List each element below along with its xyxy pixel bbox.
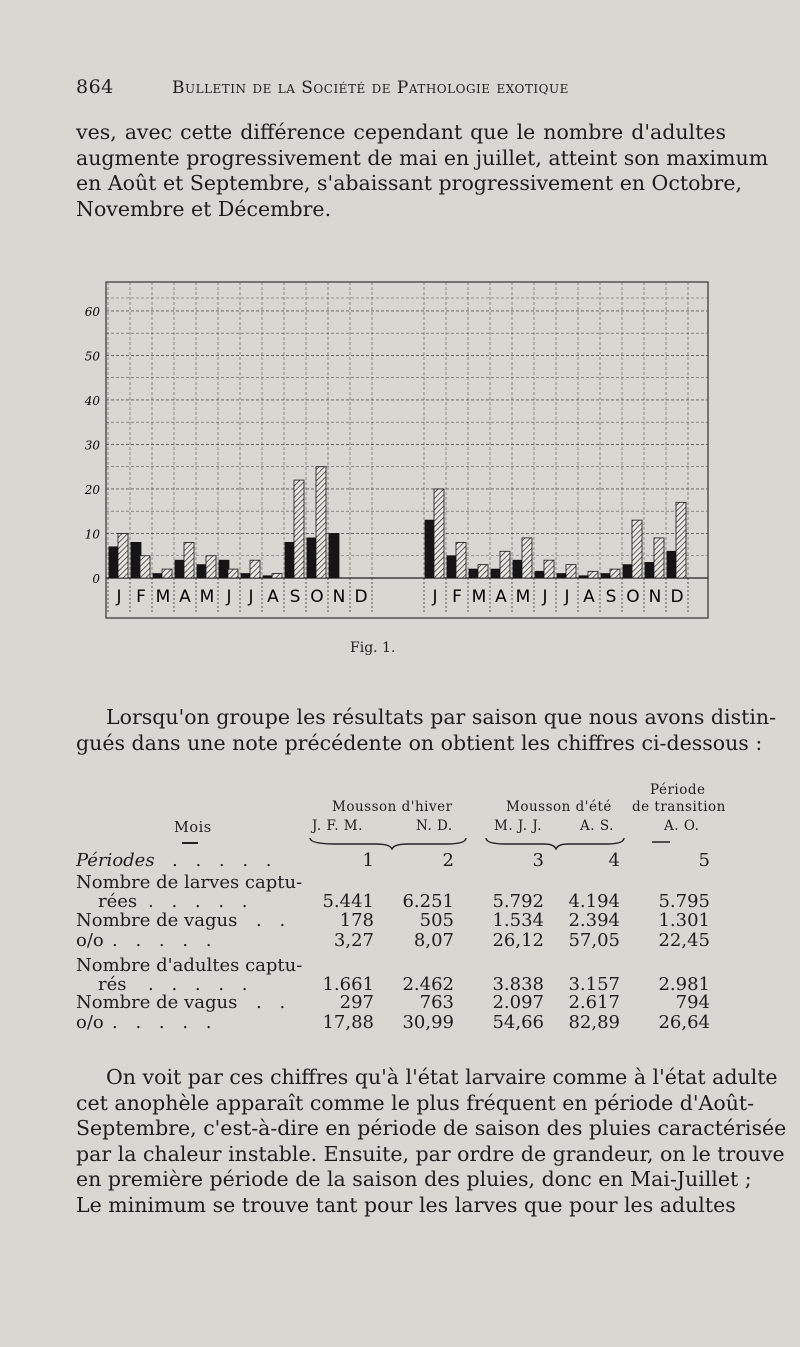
row-label: o/o	[76, 1012, 104, 1033]
table-cell: 4.194	[568, 891, 620, 912]
table-cell: 82,89	[568, 1012, 620, 1033]
table-cell: 794	[675, 992, 710, 1013]
col-header-nd: N. D.	[416, 818, 453, 834]
row-label: Nombre de larves captu-	[76, 872, 303, 893]
bar-hatched	[566, 565, 576, 578]
row-label-continuation: rées	[98, 891, 138, 912]
bar-solid	[513, 560, 523, 578]
x-tick-label: A	[179, 587, 191, 607]
x-tick-label: J	[248, 587, 254, 607]
table-cell: 2.097	[492, 992, 544, 1013]
leader-dots: . . . . .	[148, 891, 254, 912]
row-label: Nombre de vagus	[76, 992, 238, 1013]
table-cell: 3.838	[492, 974, 544, 995]
bar-solid	[469, 569, 479, 578]
table-cell: 30,99	[402, 1012, 454, 1033]
row-label: Périodes	[76, 850, 155, 871]
table-cell: 3,27	[333, 930, 374, 951]
row-label: Nombre de vagus	[76, 910, 238, 931]
table-cell: 17,88	[322, 1012, 374, 1033]
bar-solid	[645, 562, 655, 578]
x-tick-label: A	[495, 587, 507, 607]
y-tick-label: 10	[84, 527, 100, 542]
bar-hatched	[632, 520, 642, 578]
table-cell: 2	[442, 850, 454, 871]
seasonal-results-table	[76, 780, 736, 1040]
bar-hatched	[184, 542, 194, 578]
leader-dots: . . . . .	[148, 974, 254, 995]
x-tick-label: J	[564, 587, 570, 607]
table-cell: 2.462	[402, 974, 454, 995]
y-axis-ticks	[84, 305, 101, 586]
x-tick-label: J	[542, 587, 548, 607]
x-tick-label: N	[648, 587, 662, 607]
x-tick-label: M	[471, 587, 487, 607]
table-cell: 26,64	[658, 1012, 710, 1033]
x-tick-label: S	[605, 587, 617, 607]
bar-hatched	[316, 467, 326, 578]
text-line: gués dans une note précédente on obtient les chiffres ci-dessous :	[76, 730, 763, 755]
y-tick-label: 50	[84, 349, 100, 364]
table-cell: 505	[419, 910, 454, 931]
text-line: en première période de la saison des pluies, donc en Mai-Juillet ;	[76, 1167, 752, 1191]
col-header-as: A. S.	[580, 818, 614, 834]
table-cell: 2.617	[568, 992, 620, 1013]
bar-hatched	[250, 560, 260, 578]
table-cell: 297	[339, 992, 374, 1013]
text-line: On voit par ces chiffres qu'à l'état larvaire comme à l'état adulte	[106, 1065, 778, 1089]
text-line: ves, avec cette différence cependant que le nombre d'adultes	[76, 120, 726, 144]
leader-dots: . .	[256, 910, 292, 931]
table-cell: 2.981	[658, 974, 710, 995]
journal-title: Bulletin de la Société de Pathologie exotique	[172, 78, 569, 98]
bar-hatched	[206, 556, 216, 578]
text-line: Novembre et Décembre.	[76, 196, 332, 221]
paragraph-conclusion	[76, 1065, 787, 1218]
table-cell: 5.795	[658, 891, 710, 912]
text-line: Le minimum se trouve tant pour les larves que pour les adultes	[76, 1192, 736, 1217]
bar-hatched	[456, 542, 466, 578]
table-cell: 26,12	[492, 930, 544, 951]
column-braces	[306, 836, 696, 850]
leader-dots: . .	[256, 992, 292, 1013]
leader-dots: . . . . .	[112, 1012, 218, 1033]
text-line: Lorsqu'on groupe les résultats par saison que nous avons distin-	[106, 705, 777, 729]
bar-hatched	[140, 556, 150, 578]
x-tick-label: N	[332, 587, 346, 607]
col-header-jfm: J. F. M.	[312, 818, 363, 834]
col-header-mois: Mois	[174, 820, 212, 836]
bar-solid	[601, 574, 611, 578]
bar-hatched	[610, 569, 620, 578]
x-tick-label: D	[354, 587, 368, 607]
table-cell: 5.441	[322, 891, 374, 912]
bar-solid	[535, 571, 545, 578]
chart-grid	[106, 282, 708, 618]
group-header-summer-monsoon: Mousson d'été	[506, 799, 612, 815]
table-cell: 2.394	[568, 910, 620, 931]
bar-solid	[447, 556, 457, 578]
x-tick-label: M	[155, 587, 171, 607]
bar-solid	[307, 538, 317, 578]
bar-solid	[219, 560, 229, 578]
paragraph-intro	[76, 120, 769, 222]
x-tick-label: A	[583, 587, 595, 607]
running-head	[76, 76, 726, 102]
bar-hatched	[272, 574, 282, 578]
page-number: 864	[76, 76, 114, 98]
x-tick-label: M	[515, 587, 531, 607]
table-cell: 5	[698, 850, 710, 871]
bar-solid	[131, 542, 141, 578]
bar-solid	[329, 533, 339, 578]
text-line: en Août et Septembre, s'abaissant progressivement en Octobre,	[76, 171, 742, 195]
leader-dots: . . . . .	[112, 930, 218, 951]
table-cell: 54,66	[492, 1012, 544, 1033]
figure-caption: Fig. 1.	[350, 640, 396, 656]
bar-hatched	[588, 571, 598, 578]
table-cell: 178	[339, 910, 374, 931]
bar-hatched	[654, 538, 664, 578]
text-line: augmente progressivement de mai en juillet, atteint son maximum	[76, 145, 769, 170]
x-tick-label: J	[432, 587, 438, 607]
row-label: o/o	[76, 930, 104, 951]
bar-hatched	[118, 533, 128, 578]
row-label-continuation: rés	[98, 974, 127, 995]
bar-solid	[425, 520, 435, 578]
bar-solid	[241, 574, 251, 578]
table-cell: 57,05	[568, 930, 620, 951]
bar-solid	[667, 551, 677, 578]
bar-solid	[175, 560, 185, 578]
x-tick-label: F	[136, 587, 146, 607]
col-header-mjj: M. J. J.	[494, 818, 543, 834]
bar-solid	[153, 574, 163, 578]
table-cell: 1.661	[322, 974, 374, 995]
bar-solid	[263, 576, 273, 578]
x-tick-label: D	[670, 587, 684, 607]
bar-solid	[197, 565, 207, 578]
bar-hatched	[544, 560, 554, 578]
bar-chart	[72, 272, 732, 632]
group-header-transition-line2: de transition	[632, 799, 726, 815]
paragraph-table-intro	[76, 705, 777, 756]
table-cell: 8,07	[413, 930, 454, 951]
bar-solid	[109, 547, 119, 578]
bar-hatched	[500, 551, 510, 578]
x-tick-label: S	[289, 587, 301, 607]
bar-hatched	[478, 565, 488, 578]
table-cell: 3	[532, 850, 544, 871]
figure-1	[72, 272, 732, 632]
x-tick-label: O	[626, 587, 640, 607]
bar-solid	[623, 565, 633, 578]
chart-frame	[106, 282, 708, 618]
bar-solid	[557, 574, 567, 578]
table-cell: 4	[608, 850, 620, 871]
bar-hatched	[294, 480, 304, 578]
table-cell: 6.251	[402, 891, 454, 912]
y-tick-label: 40	[84, 393, 100, 408]
row-label: Nombre d'adultes captu-	[76, 955, 303, 976]
x-tick-label: J	[226, 587, 232, 607]
bar-solid	[579, 576, 589, 578]
y-tick-label: 30	[84, 438, 100, 453]
mois-underline	[182, 842, 198, 844]
bar-hatched	[434, 489, 444, 578]
bar-hatched	[162, 569, 172, 578]
group-header-winter-monsoon: Mousson d'hiver	[332, 799, 453, 815]
y-tick-label: 0	[92, 572, 100, 586]
table-cell: 22,45	[658, 930, 710, 951]
y-tick-label: 60	[84, 304, 100, 319]
text-line: par la chaleur instable. Ensuite, par ordre de grandeur, on le trouve	[76, 1141, 785, 1166]
bar-solid	[285, 542, 295, 578]
x-tick-label: O	[310, 587, 324, 607]
table-cell: 5.792	[492, 891, 544, 912]
group-header-transition-line1: Période	[650, 782, 706, 798]
text-line: Septembre, c'est-à-dire en période de saison des pluies caractérisée	[76, 1116, 787, 1140]
x-tick-label: F	[452, 587, 462, 607]
x-tick-label: J	[116, 587, 122, 607]
x-axis-labels	[115, 587, 683, 607]
col-header-ao: A. O.	[664, 818, 700, 834]
bar-hatched	[522, 538, 532, 578]
bar-solid	[491, 569, 501, 578]
leader-dots: . . . . .	[172, 850, 278, 871]
bar-hatched	[228, 569, 238, 578]
table-cell: 1.534	[492, 910, 544, 931]
table-cell: 763	[419, 992, 454, 1013]
table-cell: 3.157	[568, 974, 620, 995]
table-cell: 1	[362, 850, 374, 871]
x-tick-label: A	[267, 587, 279, 607]
text-line: cet anophèle apparaît comme le plus fréquent en période d'Août-	[76, 1090, 755, 1115]
y-tick-label: 20	[84, 482, 100, 497]
bar-hatched	[676, 502, 686, 578]
table-cell: 1.301	[658, 910, 710, 931]
chart-bars	[109, 467, 686, 578]
x-tick-label: M	[199, 587, 215, 607]
